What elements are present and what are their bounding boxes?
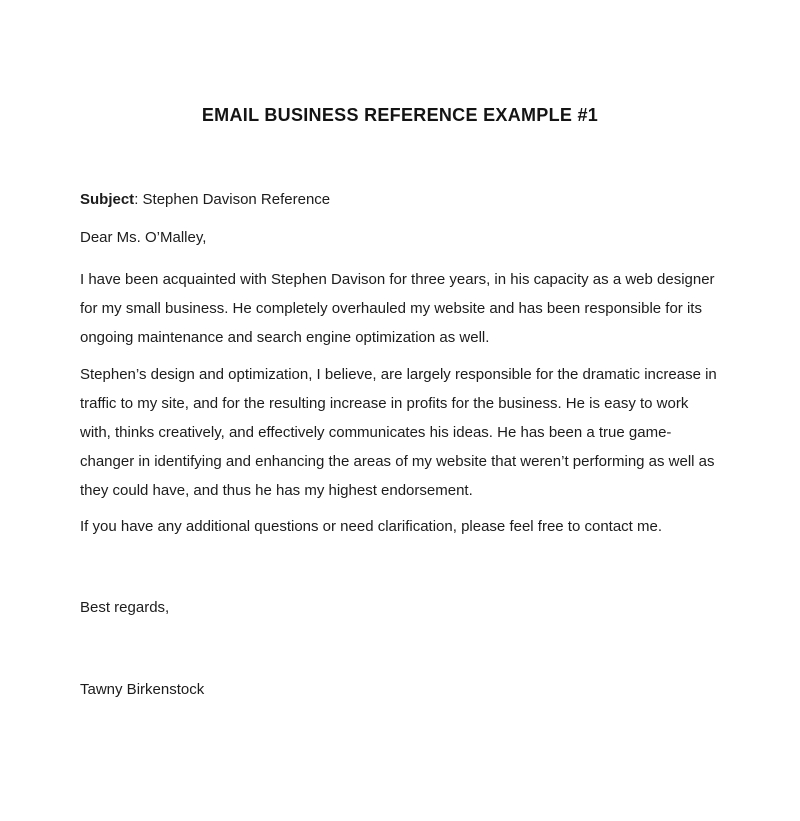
closing-line: Best regards, — [80, 599, 170, 616]
greeting-line: Dear Ms. O’Malley, — [80, 229, 207, 246]
subject-line — [80, 185, 720, 214]
body-paragraph: I have been acquainted with Stephen Davison for three years, in his capacity as a web designer for my small business. He completely overhauled my website and has been responsible for its ongoing maintenance and search engine optimization as well. — [80, 271, 715, 346]
body-paragraph: If you have any additional questions or need clarification, please feel free to contact me. — [80, 518, 663, 535]
body-paragraph: Stephen’s design and optimization, I believe, are largely responsible for the dramatic increase in traffic to my site, and for the resulting increase in profits for the business. He is easy to work with, thinks creatively, and effectively communicates his ideas. He has been a true game-changer in identifying and enhancing the areas of my website that weren’t performing as well as they could have, and thus he has my highest endorsement. — [80, 366, 717, 499]
page-title: EMAIL BUSINESS REFERENCE EXAMPLE #1 — [201, 105, 599, 125]
subject-label: Subject — [80, 191, 135, 208]
subject-value: : Stephen Davison Reference — [134, 191, 331, 208]
signature-name: Tawny Birkenstock — [80, 681, 205, 698]
